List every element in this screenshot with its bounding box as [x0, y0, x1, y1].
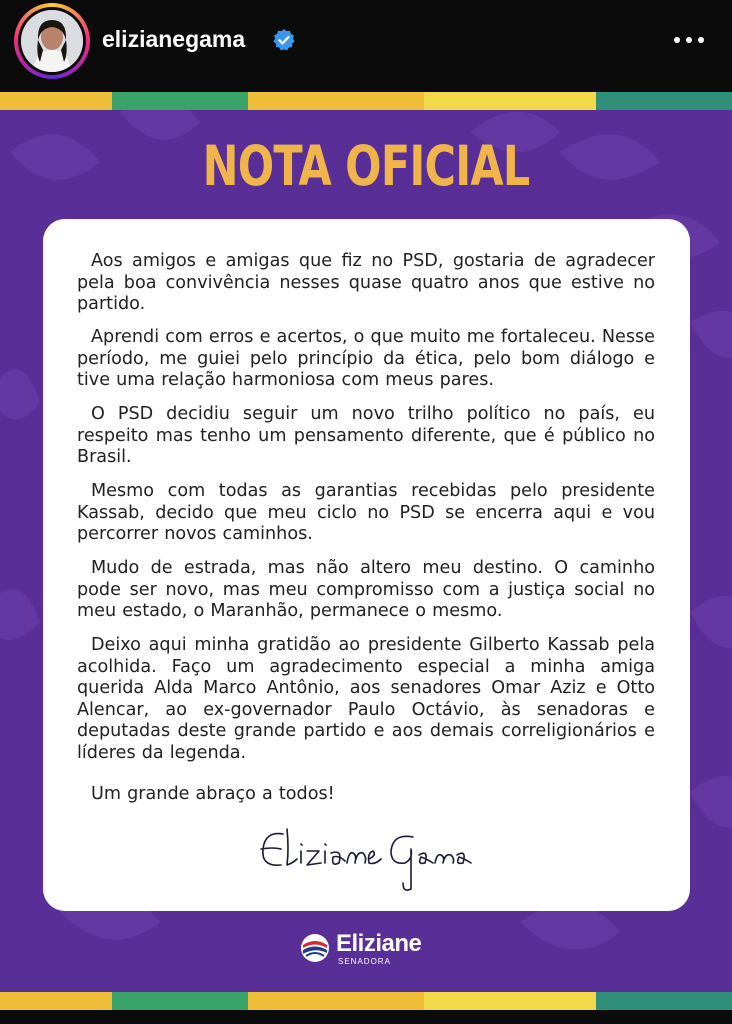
brand-mark-icon	[300, 933, 330, 963]
bottom-color-stripe	[0, 992, 732, 1010]
letter-paragraph-5: Mudo de estrada, mas não altero meu destino. O caminho pode ser novo, mas meu compromisso com a justiça social no meu estado, o Maranhão, permanece o mesmo.	[77, 558, 655, 622]
letter-paragraph-4: Mesmo com todas as garantias recebidas pelo presidente Kassab, decido que meu ciclo no PSD se encerra aqui e vou percorrer novos caminhos.	[77, 481, 655, 545]
letter-closing: Um grande abraço a todos!	[91, 784, 335, 804]
more-options-icon[interactable]	[672, 28, 706, 52]
post-header	[0, 0, 732, 92]
top-color-stripe	[0, 92, 732, 110]
feed-bottom-edge	[0, 1010, 732, 1024]
username-link[interactable]: elizianegama	[102, 26, 246, 52]
avatar-photo	[21, 10, 83, 72]
handwritten-signature	[253, 819, 483, 899]
post-image	[0, 92, 732, 1010]
letter-paragraph-1: Aos amigos e amigas que fiz no PSD, gostaria de agradecer pela boa convivência nesses quase quatro anos que estive no partido.	[77, 251, 655, 315]
logo-subtitle: SENADORA	[338, 957, 391, 966]
profile-avatar[interactable]	[14, 3, 90, 79]
logo-name: Eliziane	[336, 930, 422, 957]
verified-badge-icon	[272, 28, 296, 52]
senator-logo	[298, 930, 448, 970]
letter-paragraph-3: O PSD decidiu seguir um novo trilho político no país, eu respeito mas tenho um pensamento diferente, que é público no Brasil.	[77, 404, 655, 468]
letter-card	[43, 219, 690, 911]
post-title: NOTA OFICIAL	[202, 134, 530, 198]
letter-paragraph-6: Deixo aqui minha gratidão ao presidente Gilberto Kassab pela acolhida. Faço um agradecimento especial a minha amiga querida Alda Marco Antônio, aos senadores Omar Aziz e Otto Alencar, ao ex-governador Paulo Octávio, às senadoras e deputadas deste grande partido e aos demais correligionários e líderes da legenda.	[77, 635, 655, 763]
letter-paragraph-2: Aprendi com erros e acertos, o que muito me fortaleceu. Nesse período, me guiei pelo princípio da ética, pelo bom diálogo e tive uma relação harmoniosa com meus pares.	[77, 327, 655, 391]
